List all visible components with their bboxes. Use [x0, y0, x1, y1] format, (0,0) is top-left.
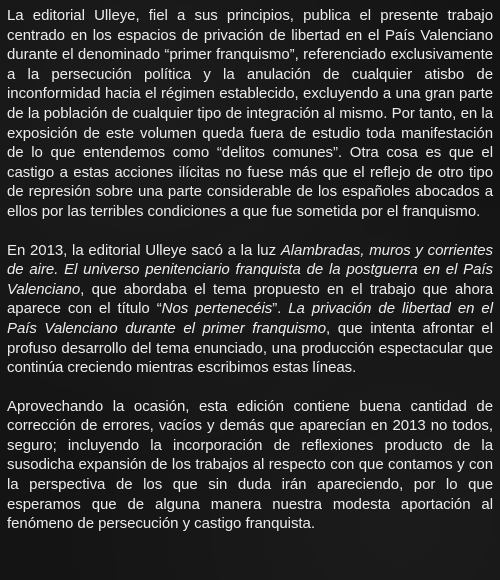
paragraph-text: La editorial Ulleye, fiel a sus principios, publica el presente trabajo centrado en los espacios de privación de libertad en el País Valenciano durante el denominado “primer franquismo”, referenciado exclusivamente a la persecución política y la anulación de cualquier atisbo de inconformidad hacia el régimen establecido, excluyendo a una gran parte de la población de cualquier tipo de integración al mismo. Por tanto, en la exposición de este volumen queda fuera de estudio toda manifestación de lo que entendemos como “delitos comunes”. Otra cosa es que el castigo a estas acciones ilícitas no fuese más que el reflejo de otro tipo de represión sobre una parte considerable de los españoles abocados a ellos por las terribles condiciones a que fue sometida por el franquismo. [7, 7, 493, 220]
book-subtitle-italic: La privación de libertad en el País Valenciano durante el primer franquismo [7, 300, 493, 337]
book-title-italic: Alambradas, muros y corrientes de aire. El universo penitenciario franquista de la postguerra en el País Valenciano [7, 241, 493, 298]
paragraph-text: Aprovechando la ocasión, esta edición contiene buena cantidad de corrección de errores, vacíos y demás que aparecían en 2013 no todos, seguro; incluyendo la incorporación de reflexiones producto de la susodicha expansión de los trabajos al respecto con que contamos y con la perspectiva de los que sin duda irán apareciendo, por lo que esperamos que de alguna manera nuestra modesta aportación al fenómeno de persecución y castigo franquista. [7, 397, 493, 533]
paragraph-this-edition [7, 397, 493, 534]
paragraph-intro [7, 6, 493, 222]
paragraph-text: ”. [272, 300, 289, 318]
paragraph-text: , que abordaba el tema propuesto en el trabajo que ahora aparece con el título “ [7, 280, 493, 318]
book-title-italic: Nos pertenecéis [161, 300, 273, 318]
paragraph-previous-edition [7, 241, 493, 378]
paragraph-text: En 2013, la editorial Ulleye sacó a la luz [7, 241, 281, 259]
paragraph-text: , que intenta afrontar el profuso desarrollo del tema enunciado, una producción espectacular que continúa creciendo mientras escribimos estas líneas. [7, 319, 493, 377]
